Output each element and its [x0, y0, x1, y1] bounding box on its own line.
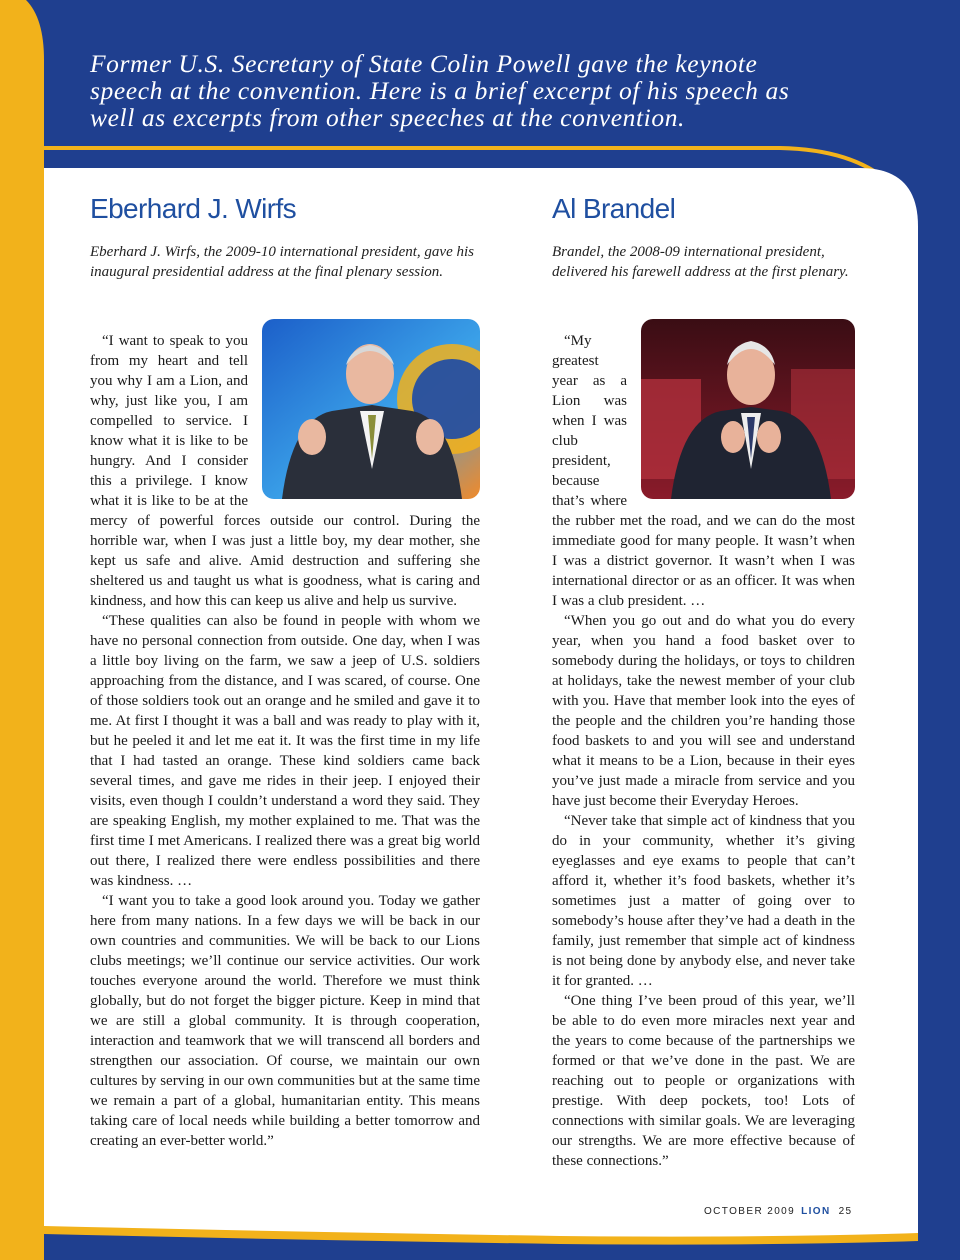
left-paragraph: “These qualities can also be found in people with whom we have no personal connection from outside. One day, when I was a little boy living on the farm, we saw a jeep of U.S. soldiers approaching from the distance, and I was scared, of course. One of those soldiers took out an orange and he smiled and gave it to me. At first I thought it was a ball and was ready to play with it, but he peeled it and let me eat it. It was the first time in my life that I had tasted an orange. These kind soldiers came back several times, and gave me rides in their jeep. I enjoyed their visits, even though I couldn’t understand a word they said. They are speaking English, my mother explained to me. That was the first time I met Americans. I realized there was a great big world out there, I realized there were endless possibilities and there was kindness. … — [90, 613, 480, 889]
footer-magazine: LION — [801, 1206, 831, 1217]
left-paragraph: “I want you to take a good look around you. Today we gather here from many nations. In a few days we will be back in our own countries and communities. We will be back to our Lions clubs meetings; we’ll continue our service activities. Our work touches everyone around the world. Therefore we must think globally, but do not forget the bigger picture. Keep in mind that we are still a global community. It is through cooperation, interaction and teamwork that we will transcend all borders and strengthen our association. Of course, we maintain our own cultures by serving in our own communities but at the same time we remain a part of a global, humanitarian entity. This means taking care of local needs while building a better tomorrow and creating an ever-better world.” — [90, 893, 480, 1149]
intro-banner-text: Former U.S. Secretary of State Colin Powell gave the keynote speech at the convention. Here is a brief excerpt of his speech as well as excerpts from other speeches at the convention. — [90, 49, 790, 132]
left-article-name: Eberhard J. Wirfs — [90, 193, 297, 224]
right-paragraph: “One thing I’ve been proud of this year, we’ll be able to do even more miracles next year and the years to come because of the partnerships we formed or that we’ve done in the past. We are reaching out to people or organizations with prestige. With deep pockets, too! Lots of connections with similar goals. We are leveraging our strengths. We are more effective because of these connections.” — [552, 993, 855, 1169]
wirfs-photo — [262, 319, 480, 499]
right-paragraph: “Never take that simple act of kindness that you do in your community, whether it’s giving eyeglasses and eye exams to people that can’t afford it, whether it’s food baskets, whether it’s sometimes just a matter of going over to somebody’s house after they’ve had a death in the family, just remember that simple act of kindness is not being done by anybody else, and never take it for granted. … — [552, 813, 855, 989]
right-article-body — [552, 331, 855, 1171]
right-paragraph: “My greatest year as a Lion was when I was club president, because that’s where the rubber met the road, and we can do the most immediate good for many people. It wasn’t when I was a district governor. It wasn’t when I was international director or as an officer. It was when I was a club president. … — [552, 333, 855, 609]
page-number: 25 — [838, 1206, 853, 1217]
left-article-body — [90, 331, 480, 1151]
left-paragraph: “I want to speak to you from my heart and tell you why I am a Lion, and why, just like you, I am compelled to service. I know what it is like to be hungry. And I consider this a privilege. I know what it is like to be at the mercy of powerful forces outside our control. During the horrible war, when I was just a little boy, my dear mother, she kept us safe and alive. Amid destruction and suffering she sheltered us and taught us what is goodness, what is caring and kindness, and how this can keep us alive and help us survive. — [90, 333, 480, 609]
brandel-photo — [641, 319, 855, 499]
right-article-name: Al Brandel — [552, 193, 676, 224]
right-paragraph: “When you go out and do what you do every year, when you hand a food basket over to somebody during the holidays, or toys to children at holidays, take the newest member of your club with you. Have that member look into the eyes of the people and the children you’re handing those food baskets to and you will see and understand what it means to be a Lion, because in their eyes you’ve just made a miracle from service and you have just become their Everyday Heroes. — [552, 613, 855, 809]
left-article-intro: Eberhard J. Wirfs, the 2009-10 international president, gave his inaugural presidential address at the final plenary session. — [90, 244, 474, 280]
footer-date: OCTOBER 2009 — [704, 1206, 796, 1217]
page-footer — [704, 1206, 853, 1217]
right-article-intro: Brandel, the 2008-09 international president, delivered his farewell address at the first plenary. — [552, 244, 849, 280]
